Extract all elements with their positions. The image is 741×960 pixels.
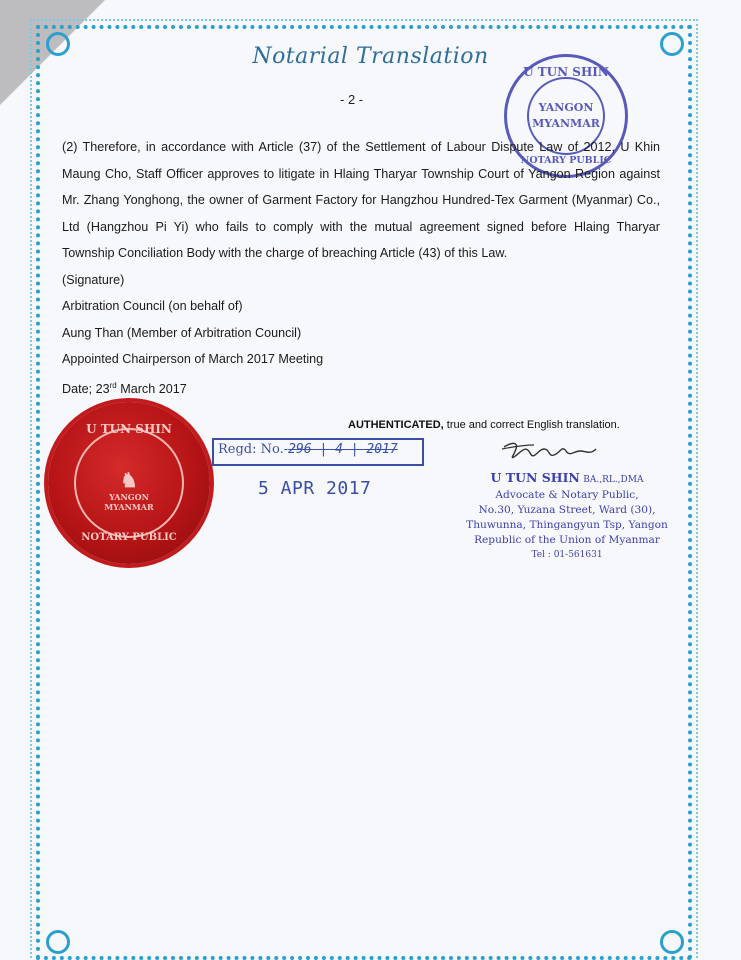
body-line: Aung Than (Member of Arbitration Council) bbox=[62, 325, 302, 340]
body-date-line bbox=[62, 373, 660, 403]
body-line: Appointed Chairperson of March 2017 Meeting bbox=[62, 352, 324, 366]
notary-title: Advocate & Notary Public, bbox=[495, 489, 639, 501]
notary-address-3: Republic of the Union of Myanmar bbox=[474, 534, 660, 546]
notary-name-line bbox=[462, 470, 672, 488]
date-ordinal: rd bbox=[109, 380, 117, 390]
corner-ornament-icon bbox=[46, 930, 70, 954]
page-number: - 2 - bbox=[340, 92, 364, 107]
date-suffix: March 2017 bbox=[116, 381, 187, 396]
red-notary-seal bbox=[48, 402, 210, 564]
date-prefix: Date; 23 bbox=[62, 381, 110, 396]
authentication-text: true and correct English translation. bbox=[443, 419, 620, 431]
stamp-bottom-text: NOTARY PUBLIC bbox=[520, 155, 612, 166]
registration-label: Regd: No.- bbox=[218, 442, 289, 457]
date-stamp: 5 APR 2017 bbox=[258, 478, 372, 499]
registration-stamp bbox=[212, 438, 424, 466]
notary-address-2: Thuwunna, Thingangyun Tsp, Yangon bbox=[466, 519, 668, 531]
corner-ornament-icon bbox=[660, 930, 684, 954]
document-title: Notarial Translation bbox=[252, 44, 489, 69]
seal-country: MYANMAR bbox=[104, 502, 154, 512]
stamp-top-text: U TUN SHIN bbox=[523, 65, 609, 79]
notary-credentials: BA.,RL.,DMA bbox=[583, 475, 644, 485]
stamp-country: MYANMAR bbox=[532, 117, 600, 130]
seal-bottom-text: NOTARY PUBLIC bbox=[81, 532, 177, 543]
notary-block bbox=[462, 470, 672, 563]
seal-emblem-icon: ♞ bbox=[120, 468, 138, 492]
notary-address-1: No.30, Yuzana Street, Ward (30), bbox=[478, 504, 656, 516]
notary-signature bbox=[500, 437, 600, 467]
stamp-city: YANGON bbox=[538, 101, 594, 114]
authenticated-label: AUTHENTICATED, bbox=[348, 419, 444, 431]
body-line: Arbitration Council (on behalf of) bbox=[62, 299, 243, 313]
authentication-statement bbox=[348, 419, 620, 431]
registration-number: 296 | 4 | 2017 bbox=[288, 442, 398, 457]
document-body bbox=[62, 134, 660, 402]
seal-top-text: U TUN SHIN bbox=[86, 422, 172, 436]
notary-name: U TUN SHIN bbox=[490, 470, 580, 485]
body-line: (Signature) bbox=[62, 272, 125, 287]
notary-phone: Tel : 01-561631 bbox=[531, 550, 603, 560]
seal-city: YANGON bbox=[109, 492, 149, 502]
body-paragraph: (2) Therefore, in accordance with Article (37) of the Settlement of Labour Dispute Law of 2012, U Khin Maung Cho, Staff Officer approves to litigate in Hlaing Tharyar Township Court of Yangon Region against Mr. Zhang Yonghong, the owner of Garment Factory for Hangzhou Hundred-Tex Garment (Myanmar) Co., Ltd (Hangzhou Pi Yi) who fails to comply with the mutual agreement signed before Hlaing Tharyar Township Conciliation Body with the charge of breaching Article (43) of this Law. bbox=[62, 140, 660, 260]
